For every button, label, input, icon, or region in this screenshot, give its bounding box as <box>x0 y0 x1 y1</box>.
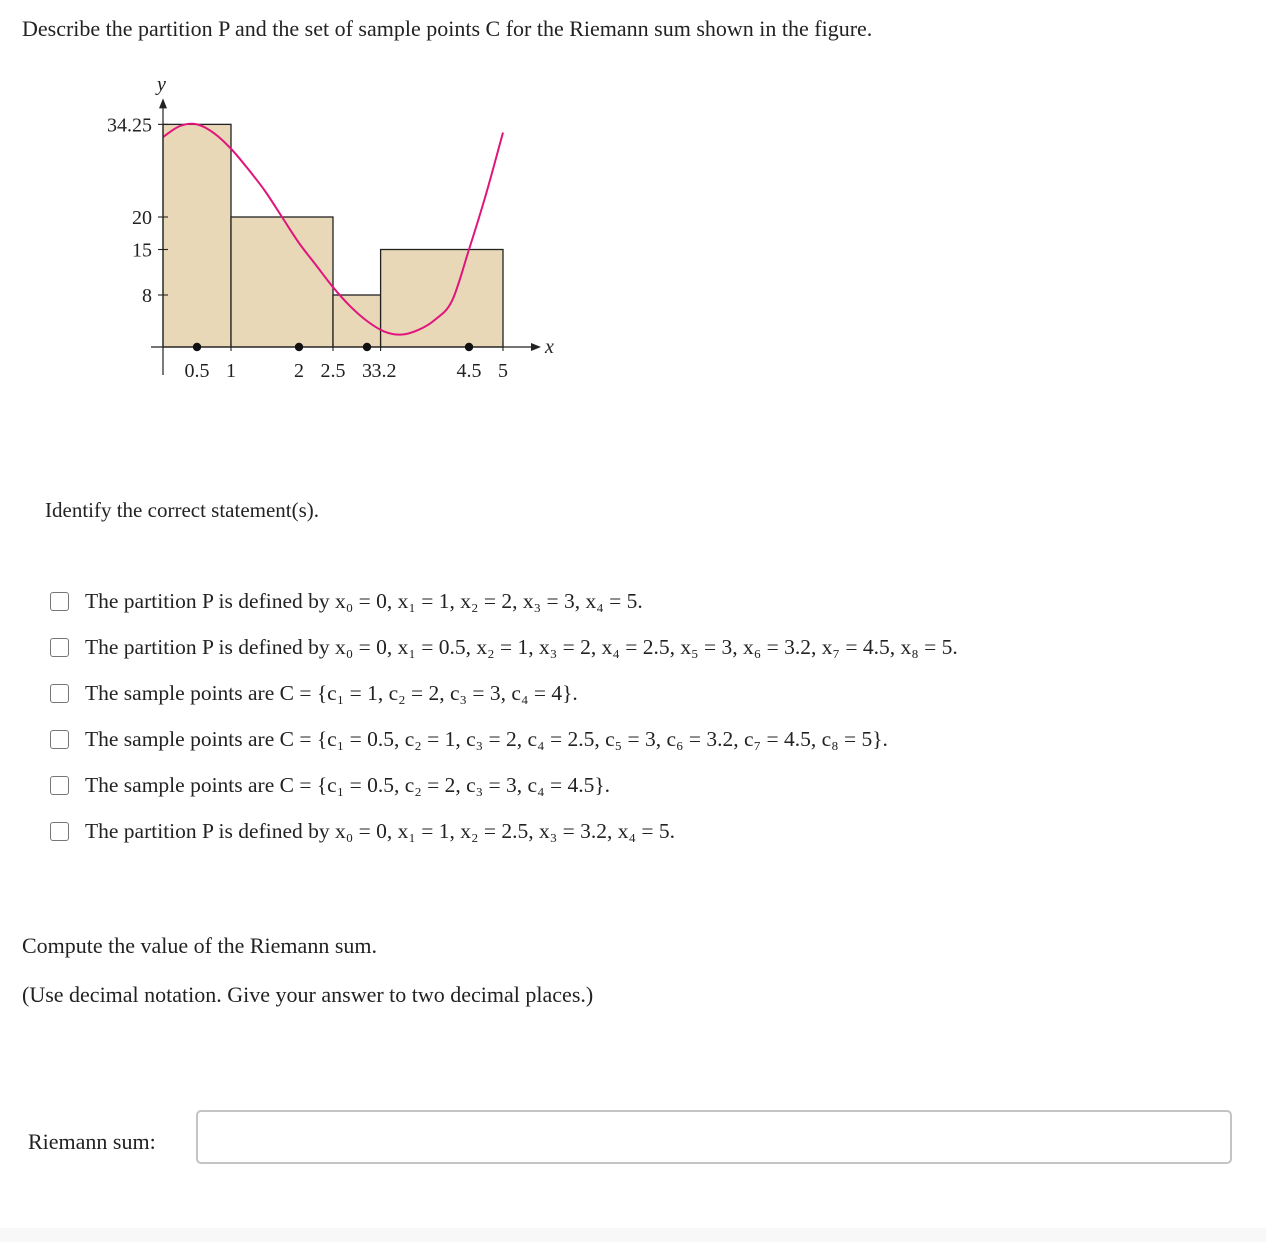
x-axis-label: x <box>545 336 554 358</box>
sample-point-1 <box>193 343 201 351</box>
bars-layer <box>163 124 503 347</box>
riemann-sum-label: Riemann sum: <box>28 1129 156 1154</box>
option-6-text: The partition P is defined by x₀ = 0, x₁ = 1, x₂ = 2.5, x₃ = 3.2, x₄ = 5. <box>85 818 675 843</box>
riemann-bar-2 <box>231 217 333 347</box>
x-tick-label-7: 4.5 <box>456 360 482 382</box>
x-tick-label-1: 0.5 <box>184 360 210 382</box>
riemann-bar-3 <box>333 295 381 347</box>
option-2-text: The partition P is defined by x₀ = 0, x₁ = 0.5, x₂ = 1, x₃ = 2, x₄ = 2.5, x₅ = 3, x₆ = 3.2, x₇ = 4.5, x₈ = 5. <box>85 634 958 659</box>
option-1-checkbox[interactable] <box>50 592 69 611</box>
y-axis-arrow-icon <box>159 98 167 108</box>
y-axis-label: y <box>157 80 166 96</box>
option-3-checkbox[interactable] <box>50 684 69 703</box>
option-6-checkbox[interactable] <box>50 822 69 841</box>
compute-prompt: Compute the value of the Riemann sum. <box>22 933 377 958</box>
riemann-bar-4 <box>381 250 503 348</box>
option-1[interactable] <box>50 578 958 624</box>
option-1-text: The partition P is defined by x₀ = 0, x₁ = 1, x₂ = 2, x₃ = 3, x₄ = 5. <box>85 588 643 613</box>
option-2[interactable] <box>50 624 958 670</box>
y-tick-label-2: 15 <box>132 239 152 262</box>
y-tick-label-1: 8 <box>142 285 152 307</box>
sample-point-2 <box>295 343 303 351</box>
option-4-checkbox[interactable] <box>50 730 69 749</box>
answer-hint: (Use decimal notation. Give your answer to two decimal places.) <box>22 982 594 1007</box>
option-4[interactable] <box>50 716 958 762</box>
option-5-checkbox[interactable] <box>50 776 69 795</box>
riemann-bar-1 <box>163 124 231 347</box>
riemann-sum-input[interactable] <box>196 1110 1232 1164</box>
option-6[interactable] <box>50 808 958 854</box>
x-axis-arrow-icon <box>531 343 541 351</box>
sample-point-3 <box>363 343 371 351</box>
x-tick-label-4: 2.5 <box>320 360 346 382</box>
option-3[interactable] <box>50 670 958 716</box>
statement-options <box>50 578 958 854</box>
option-5-text: The sample points are C = {c₁ = 0.5, c₂ = 2, c₃ = 3, c₄ = 4.5}. <box>85 772 611 797</box>
x-tick-label-6: 3.2 <box>371 360 397 382</box>
option-4-text: The sample points are C = {c₁ = 0.5, c₂ = 1, c₃ = 2, c₄ = 2.5, c₅ = 3, c₆ = 3.2, c₇ = 4.5, c₈ = 5}. <box>85 726 888 751</box>
option-3-text: The sample points are C = {c₁ = 1, c₂ = 2, c₃ = 3, c₄ = 4}. <box>85 680 578 705</box>
option-5[interactable] <box>50 762 958 808</box>
y-tick-label-4: 34.25 <box>107 114 152 137</box>
option-2-checkbox[interactable] <box>50 638 69 657</box>
x-tick-label-2: 1 <box>226 360 236 382</box>
y-tick-label-3: 20 <box>132 207 152 229</box>
x-tick-label-8: 5 <box>498 360 508 382</box>
x-tick-label-5: 3 <box>362 360 372 382</box>
sample-point-4 <box>465 343 473 351</box>
page-bottom-band <box>0 1228 1266 1242</box>
identify-prompt: Identify the correct statement(s). <box>45 498 320 522</box>
question-text: Describe the partition P and the set of sample points C for the Riemann sum shown in the figure. <box>22 16 873 41</box>
riemann-sum-figure <box>60 80 620 400</box>
x-tick-label-3: 2 <box>294 360 304 382</box>
